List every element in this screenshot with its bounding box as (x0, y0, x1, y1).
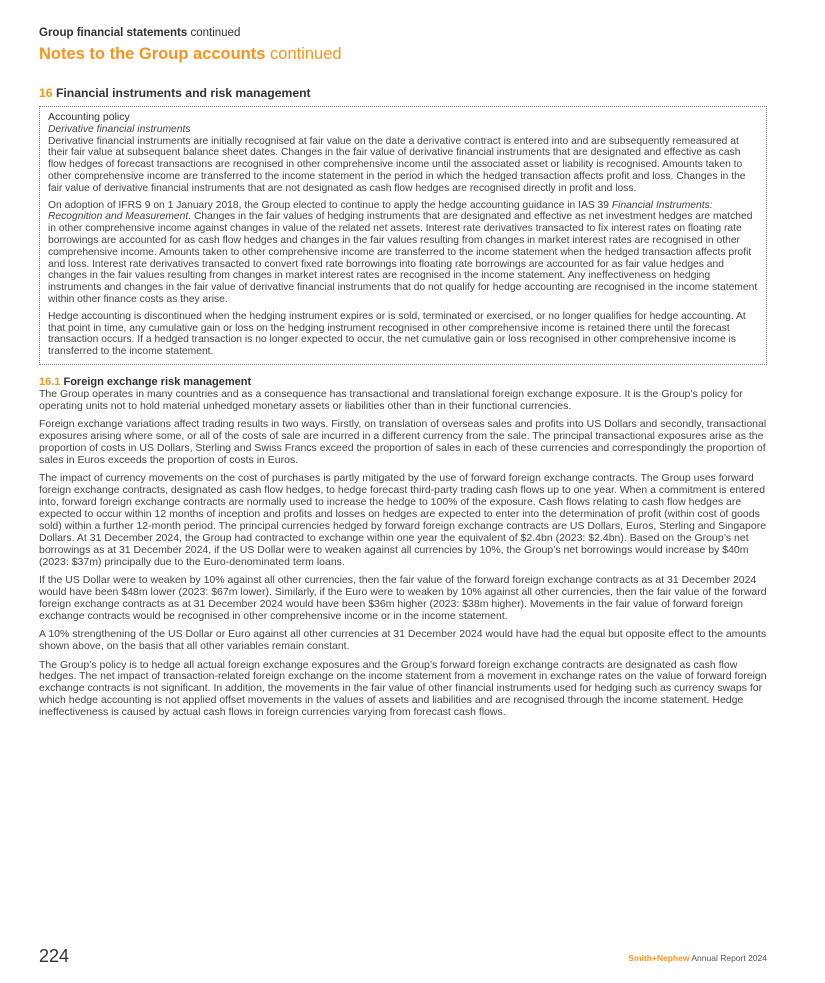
body-paragraph: The Group operates in many countries and as a consequence has transactional and translational foreign exchange exposure. It is the Group’s policy for operating units not to hold material unhedged monetary assets or liabilities other than in their functional currencies. (39, 387, 743, 412)
header-continued: continued (190, 27, 241, 39)
page-number: 224 (39, 946, 70, 966)
report-name: Annual Report 2024 (691, 953, 767, 963)
policy-text: On adoption of IFRS 9 on 1 January 2018, the Group elected to continue to apply the hedge accounting guidance in IAS 39 (48, 199, 612, 211)
policy-paragraph (48, 200, 758, 306)
body-paragraph: The Group’s policy is to hedge all actual foreign exchange exposures and the Group’s forward foreign exchange contracts are designated as cash flow hedges. The net impact of transaction-related foreign exchange on the income statement from a movement in exchange rates on the value of forward foreign exchange contracts is not significant. In addition, the movements in the fair value of other financial instruments used for hedging such as currency swaps for which hedge accounting is not applied offset movements in the values of assets and liabilities and are recognised through the income statement. Hedge ineffectiveness is caused by actual cash flows in foreign currencies varying from forecast cash flows. (39, 658, 767, 719)
report-credit (628, 953, 767, 963)
section-number: 16 (39, 86, 53, 100)
policy-subheading: Derivative financial instruments (48, 123, 191, 135)
accounting-policy-box (39, 106, 767, 365)
page-title-bold: Notes to the Group accounts (39, 45, 266, 63)
header-section-label: Group financial statements (39, 27, 188, 39)
policy-paragraph: Derivative financial instruments are initially recognised at fair value on the date a derivative contract is entered into and are subsequently remeasured at their fair value at subsequent balance sheet dates. Changes in the fair value of derivative financial instruments that are designated and effective as cash flow hedges of forecast transactions are recognised in other comprehensive income until the associated asset or liability is recognised. Amounts taken to other comprehensive income are transferred to the income statement in the period in which the hedged transaction affects profit and loss. Changes in the fair value of derivative financial instruments that are not designated as cash flow hedges are recognised directly in profit and loss. (48, 135, 746, 194)
brand-name: Smith+Nephew (628, 953, 690, 963)
page-title (39, 44, 767, 64)
running-header (39, 26, 767, 40)
subsection-body (39, 389, 767, 719)
body-paragraph: The impact of currency movements on the cost of purchases is partly mitigated by the use of forward foreign exchange contracts. The Group uses forward foreign exchange contracts, designated as cash flow hedges, to hedge forecast third-party trading cash flows up to one year. When a commitment is entered into, forward foreign exchange contracts are normally used to increase the hedge to 100% of the exposure. Cash flows relating to cash flow hedges are expected to occur within 12 months of inception and profits and losses on hedges are expected to enter into the determination of profit (within cost of goods sold) within a further 12-month period. The principal currencies hedged by forward foreign exchange contracts are US Dollars, Euros, Sterling and Singapore Dollars. At 31 December 2024, the Group had contracted to exchange within one year the equivalent of $2.4bn (2023: $2.4bn). Based on the Group’s net borrowings as at 31 December 2024, if the US Dollar were to weaken against all currencies by 10%, the Group’s net borrowings would increase by $40m (2023: $37m) principally due to the Euro-denominated term loans. (39, 472, 767, 568)
page-footer (39, 946, 767, 968)
body-paragraph: If the US Dollar were to weaken by 10% against all other currencies, then the fair value of the forward foreign exchange contracts as at 31 December 2024 would have been $48m lower (2023: $67m lower). Similarly, if the Euro were to weaken by 10% against all other currencies, then the fair value of the forward foreign exchange contracts as at 31 December 2024 would have been $36m higher (2023: $38m higher). Movements in the fair value of forward foreign exchange contracts would be recognised in other comprehensive income or in the income statement. (39, 574, 767, 622)
section-heading (39, 86, 767, 101)
body-paragraph: Foreign exchange variations affect trading results in two ways. Firstly, on translation of overseas sales and profits into US Dollars and secondly, transactional exposures arising where some, or all of the costs of sale are incurred in a different currency from the sale. The principal transactional exposures arise as the proportion of costs in US Dollars, Sterling and Swiss Francs exceed the proportion of sales in each of these currencies and correspondingly the proportion of sales in Euros exceeds the proportion of costs in Euros. (39, 418, 767, 466)
section-title: Financial instruments and risk management (55, 86, 311, 100)
policy-heading: Accounting policy (48, 111, 130, 123)
body-paragraph: A 10% strengthening of the US Dollar or Euro against all other currencies at 31 December 2024 would have had the equal but opposite effect to the amounts shown above, on the basis that all other variables remain constant. (39, 628, 767, 653)
standard-title: Financial Instruments: Recognition and Measurement (48, 199, 713, 223)
page-title-continued: continued (270, 45, 342, 63)
policy-paragraph: Hedge accounting is discontinued when the hedging instrument expires or is sold, terminated or exercised, or no longer qualifies for hedge accounting. At that point in time, any cumulative gain or loss on the hedging instrument recognised in other comprehensive income is retained there until the forecast transaction occurs. If a hedged transaction is no longer expected to occur, the net cumulative gain or loss recognised in other comprehensive income is transferred to the income statement. (48, 310, 746, 358)
subsection-title: Foreign exchange risk management (63, 375, 252, 388)
subsection-number: 16.1 (39, 375, 61, 388)
subsection-heading (39, 375, 767, 389)
page-content (39, 26, 767, 719)
policy-text: . Changes in the fair values of hedging instruments that are designated and effective as net investment hedges are matched in other comprehensive income against changes in value of the related net assets. Interest rate derivatives transacted to fix interest rates on floating rate borrowings are accounted for as cash flow hedges and changes in the fair values resulting from changes in market interest rates are recognised in other comprehensive income. Amounts taken to other comprehensive income are transferred to the income statement when the hedged transaction affects profit and loss. Interest rate derivatives transacted to convert fixed rate borrowings into floating rate borrowings are accounted for as fair value hedges and changes in the fair values resulting from changes in market interest rates are recognised in the income statement. Any ineffectiveness on hedging instruments and changes in the fair value of derivative financial instruments that do not qualify for hedge accounting are recognised in the income statement within other finance costs as they arise. (48, 211, 758, 305)
